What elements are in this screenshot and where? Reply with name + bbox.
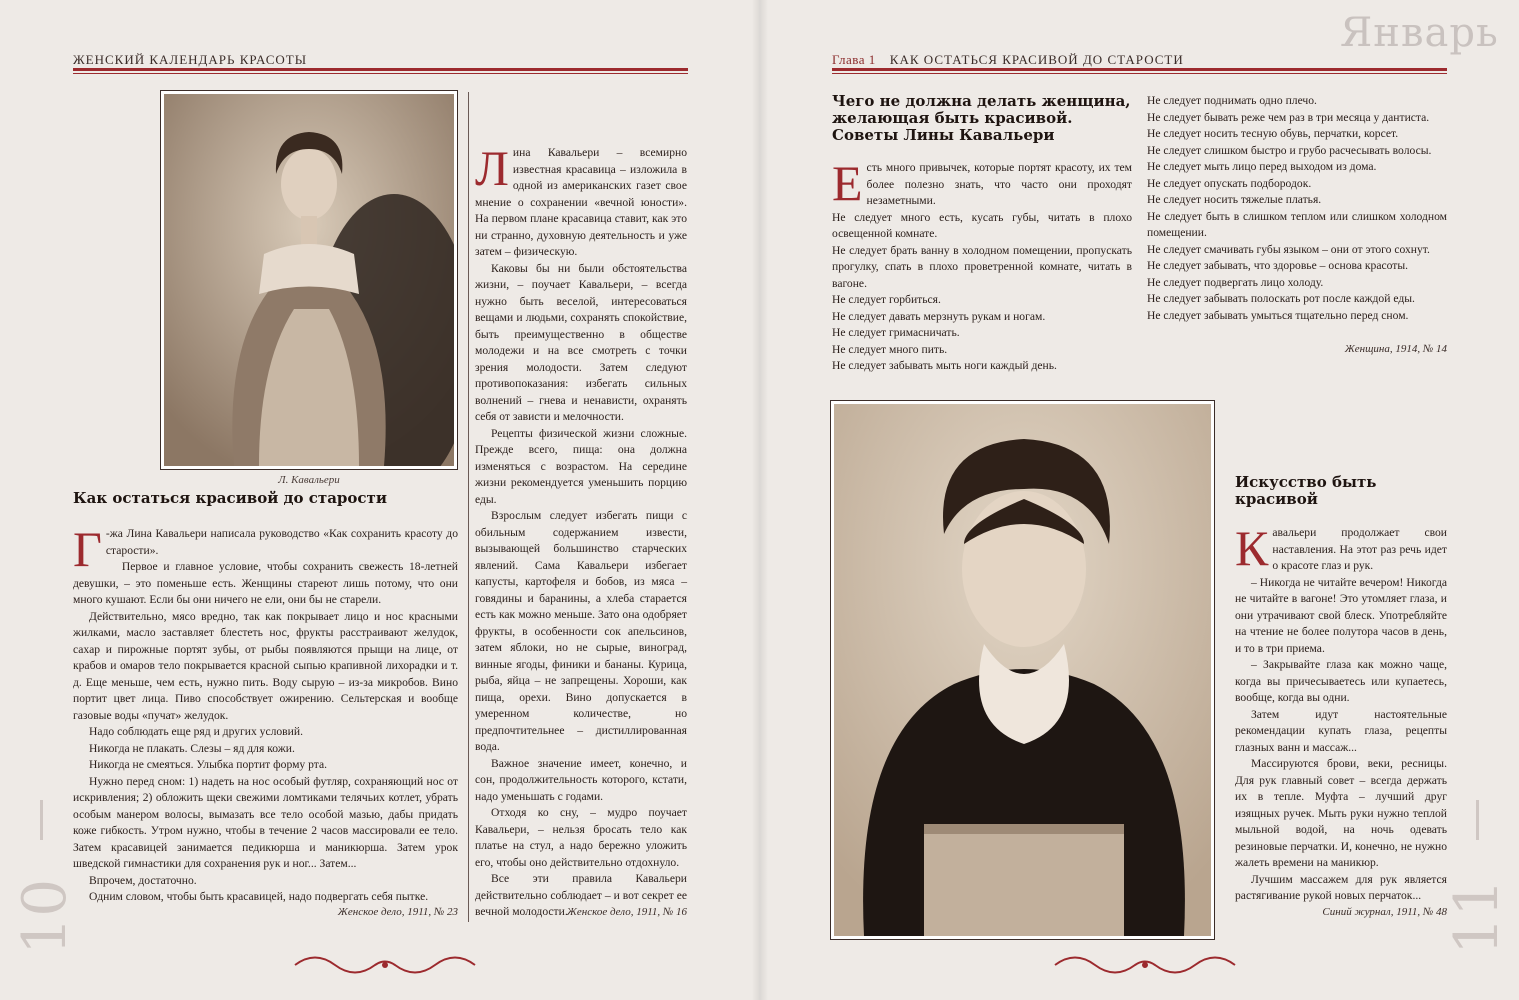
- list-item: Не следует гримасничать.: [832, 326, 960, 339]
- list-item: Не следует опускать подбородок.: [1147, 176, 1312, 190]
- source-citation: Синий журнал, 1911, № 48: [1322, 906, 1447, 918]
- dropcap-g: Г: [73, 521, 102, 577]
- paragraph: Нужно перед сном: 1) надеть на нос особый футляр, сохраняющий нос от искривления; 2) обложить щеки свежими ломтиками телячьих котлет, убрать особым манером волосы, вымазать все тело особой мазью, дабы придать коже гибкость. Утром нужно, чтобы в течение 2 часов массировали ее тело. Затем красавицей занимается педикюрша и маникюрша. Затем урок шведской гимнастики для сохранения рук и ног... Затем...: [73, 774, 458, 870]
- list-item: Не следует брать ванну в холодном помещении, пропускать прогулку, спать в плохо проветренной комнате, читать в вагоне.: [832, 243, 1132, 290]
- paragraph: Затем идут настоятельные рекомендации купать глаза, рецепты глазных ванн и массаж...: [1235, 707, 1447, 754]
- photo-caption-left: Л. Кавальери: [278, 474, 340, 486]
- chapter-label: Глава 1: [832, 52, 876, 67]
- list-item: Не следует подвергать лицо холоду.: [1147, 275, 1324, 289]
- paragraph: Никогда не смеяться. Улыбка портит форму рта.: [89, 758, 327, 771]
- list-item: Не следует быть в слишком теплом или слишком холодном помещении.: [1147, 209, 1447, 239]
- portrait-photo-left: [160, 90, 458, 470]
- list-item: Не следует забывать полоскать рот после каждой еды.: [1147, 292, 1415, 305]
- spread-gutter: [752, 0, 768, 1000]
- page-number-dash: [1476, 800, 1479, 840]
- left-article-col2: [475, 140, 687, 921]
- list-item: Не следует носить тесную обувь, перчатки, корсет.: [1147, 127, 1399, 140]
- source-citation: Женское дело, 1911, № 16: [566, 906, 687, 918]
- paragraph: – Никогда не читайте вечером! Никогда не читайте в вагоне! Это утомляет глаза, и они утрачивают свой блеск. Употребляйте на чтение не более полутора часов в день, и то в три приема.: [1235, 575, 1447, 655]
- list-item: Не следует носить тяжелые платья.: [1147, 193, 1322, 206]
- dropcap-k: К: [1235, 520, 1269, 576]
- portrait-image: [834, 404, 1211, 936]
- paragraph: сть много привычек, которые портят красоту, их тем более полезно знать, что часто они проходят незаметными.: [866, 161, 1132, 207]
- list-item: Не следует много пить.: [832, 342, 948, 356]
- paragraph: Отходя ко сну, – мудро поучает Кавальери, – нельзя бросать тело как платье на стул, а надо бережно уложить его, чтобы оно действительно отдохнуло.: [475, 806, 687, 869]
- month-label: Январь: [1340, 10, 1499, 56]
- right-header-rule: [832, 68, 1447, 71]
- list-item: Не следует забывать, что здоровье – основа красоты.: [1147, 259, 1409, 272]
- dropcap-l: Л: [475, 140, 509, 196]
- paragraph: Никогда не плакать. Слезы – яд для кожи.: [89, 741, 295, 755]
- list-item: Не следует забывать умыться тщательно перед сном.: [1147, 308, 1409, 322]
- list-item: Не следует поднимать одно плечо.: [1147, 94, 1317, 107]
- paragraph: Впрочем, достаточно.: [89, 873, 197, 887]
- column-divider: [468, 92, 469, 922]
- paragraph: Массируются брови, веки, ресницы. Для рук главный совет – всегда держать их в тепле. Муфта – лучший друг изящных ручек. Мыть руки нужно теплой мыльной водой, на ночь одевать резиновые перчатки. И, конечно, не нужно жалеть времени на маникюр.: [1235, 757, 1447, 869]
- right-running-header: [832, 52, 1184, 68]
- left-article-col1: [73, 521, 458, 906]
- paragraph: Все эти правила Кавальери действительно соблюдает – и вот секрет ее вечной молодости.: [475, 872, 687, 918]
- paragraph: – Закрывайте глаза как можно чаще, когда вы причесываетесь или купаетесь, вообще, когда вы одни.: [1235, 658, 1447, 704]
- source-citation: Женщина, 1914, № 14: [1344, 343, 1447, 355]
- paragraph: -жа Лина Кавальери написала руководство «Как сохранить красоту до старости».: [105, 527, 458, 557]
- list-item: Не следует забывать мыть ноги каждый день.: [832, 359, 1057, 372]
- donts-column-left: [832, 155, 1132, 375]
- section-title-art: Искусство быть красивой: [1235, 473, 1377, 508]
- page-number-dash: [40, 800, 43, 840]
- paragraph: Рецепты физической жизни сложные. Прежде всего, пища: она должна изменяться с возрастом. На середине жизни рекомендуется уменьшить порцию еды.: [475, 426, 687, 506]
- left-header-rule: [73, 68, 688, 71]
- paragraph: Действительно, мясо вредно, так как покрывает лицо и нос красными жилками, масло заставляет блестеть нос, фрукты расстраивают желудок, сахар и пирожные портят зубы, от рыбы появляются прыщи на лице, от крабов и омаров тело покрывается красной сыпью крапивной лихорадки и т. д. Еще меньше, чем есть, нужно пить. Воду сырую – из-за микробов. Вино портит цвет лица. Пиво способствует ожирению. Сельтерская и вообще газовые воды «пучат» желудок.: [73, 609, 458, 722]
- list-item: Не следует мыть лицо перед выходом из дома.: [1147, 160, 1377, 173]
- portrait-image: [164, 94, 454, 466]
- left-running-header: ЖЕНСКИЙ КАЛЕНДАРЬ КРАСОТЫ: [73, 52, 308, 67]
- paragraph: Лучшим массажем для рук является растягивание рукой новых перчаток...: [1235, 872, 1447, 902]
- list-item: Не следует много есть, кусать губы, читать в плохо освещенной комнате.: [832, 210, 1132, 240]
- paragraph: Каковы бы ни были обстоятельства жизни, – поучает Кавальери, – всегда нужно быть веселой, интересоваться вещами и людьми, сохранять спокойствие, быть преимущественно в обществе молодежи и на все смотреть с точки зрения молодости. Затем следуют противопоказания: избегать сильных волнений – гнева и ненависти, охранять себя от зависти и мелочности.: [475, 261, 687, 423]
- art-of-beauty-text: [1235, 520, 1447, 905]
- right-header-title: КАК ОСТАТЬСЯ КРАСИВОЙ ДО СТАРОСТИ: [889, 52, 1184, 67]
- list-item: Не следует смачивать губы языком – они от этого сохнут.: [1147, 242, 1430, 256]
- paragraph: Важное значение имеет, конечно, и сон, продолжительность которого, кстати, надо уменьшать с годами.: [475, 756, 687, 803]
- paragraph: Надо соблюдать еще ряд и других условий.: [89, 725, 303, 738]
- list-item: Не следует горбиться.: [832, 293, 941, 306]
- list-item: Не следует бывать реже чем раз в три месяца у дантиста.: [1147, 110, 1430, 124]
- section-title-donts: Чего не должна делать женщина, желающая быть красивой. Советы Лины Кавальери: [832, 92, 1131, 144]
- page-number-left: 10: [10, 878, 80, 955]
- ornament-flourish-right: [1045, 950, 1245, 980]
- paragraph: ина Кавальери – всемирно известная красавица – изложила в одной из американских газет свое мнение о сохранении «вечной юности». На первом плане красавица ставит, как это ни странно, духовную деятельность и уже затем – физическую.: [475, 146, 687, 258]
- left-header-rule-thin: [73, 73, 688, 74]
- portrait-photo-right: [830, 400, 1215, 940]
- list-item: Не следует давать мерзнуть рукам и ногам.: [832, 309, 1046, 323]
- donts-column-right: [1147, 93, 1447, 324]
- right-header-rule-thin: [832, 73, 1447, 74]
- paragraph: Первое и главное условие, чтобы сохранить свежесть 18-летней девушки, – это поменьше есть. Женщины стареют лишь потому, что они много кушают. Если бы они ничего не ели, они бы не старели.: [73, 560, 458, 606]
- ornament-flourish-left: [285, 950, 485, 980]
- paragraph: Одним словом, чтобы быть красавицей, надо подвергать себя пытке.: [89, 890, 429, 903]
- paragraph: авальери продолжает свои наставления. На этот раз речь идет о красоте глаз и рук.: [1272, 526, 1447, 572]
- list-item: Не следует слишком быстро и грубо расчесывать волосы.: [1147, 143, 1432, 157]
- left-article-title: Как остаться красивой до старости: [73, 489, 387, 507]
- page-number-right: 11: [1442, 878, 1512, 955]
- dropcap-e: Е: [832, 155, 863, 211]
- source-citation: Женское дело, 1911, № 23: [337, 906, 458, 918]
- paragraph: Взрослым следует избегать пищи с обильным содержанием извести, вызывающей большинство старческих явлений. Сама Кавальери избегает капусты, картофеля и бобов, из мяса – говядины и баранины, а хлеба старается есть как можно меньше. Зато она одобряет фрукты, в особенности сок апельсинов, затем яблоки, но не сырые, виноград, винные ягоды, финики и бананы. Курица, рыба, яйца – не запрещены. Хороши, как пища, орехи. Вино допускается в умеренном количестве, но предпочтительнее – дистиллированная вода.: [475, 509, 687, 753]
